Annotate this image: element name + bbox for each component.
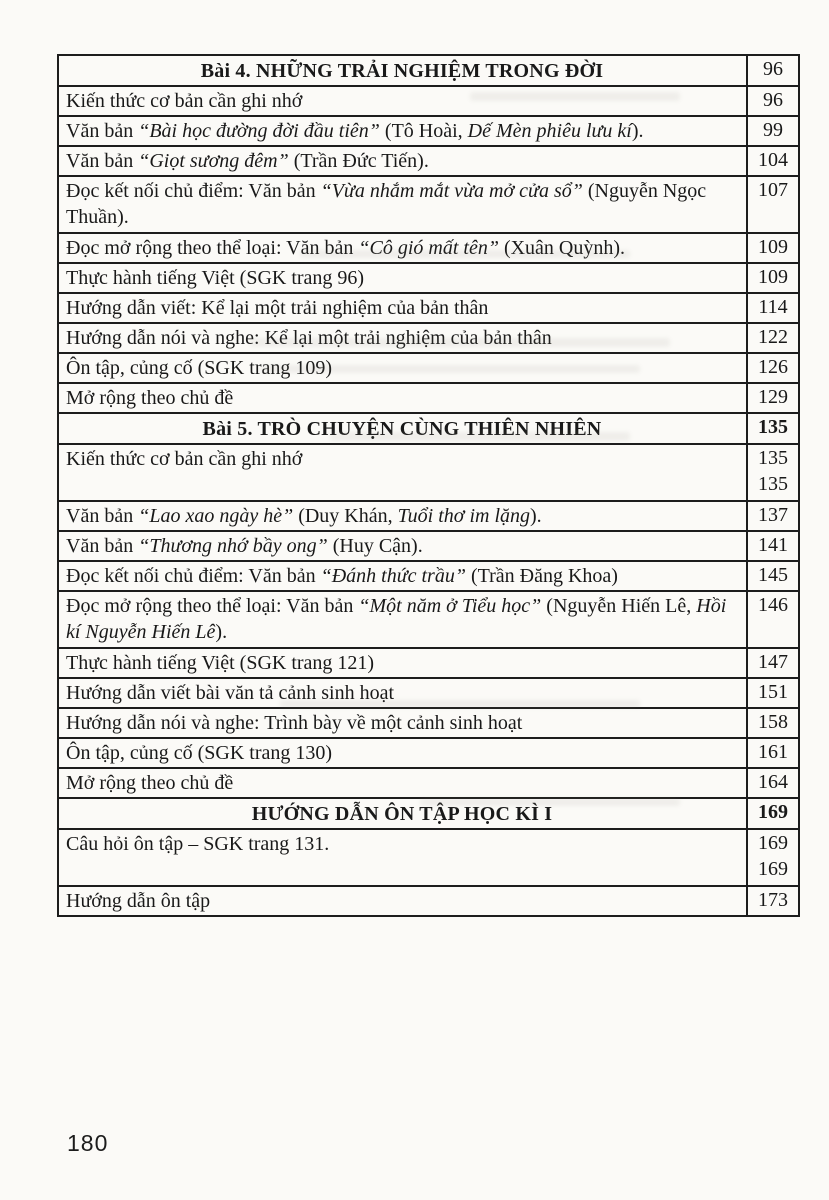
- entry-page-number: 158: [747, 708, 799, 738]
- entry-title: Kiến thức cơ bản cần ghi nhớ: [58, 444, 747, 501]
- entry-title: Đọc mở rộng theo thể loại: Văn bản “Cô gió mất tên” (Xuân Quỳnh).: [58, 233, 747, 263]
- toc-entry-row: [58, 678, 799, 708]
- entry-page-number: 141: [747, 531, 799, 561]
- entry-page-number: 137: [747, 501, 799, 531]
- toc-entry-row: [58, 293, 799, 323]
- entry-title: Hướng dẫn viết: Kể lại một trải nghiệm của bản thân: [58, 293, 747, 323]
- entry-page-number: 96: [747, 86, 799, 116]
- section-header-row: [58, 798, 799, 829]
- entry-page-number: 161: [747, 738, 799, 768]
- toc-entry-row: [58, 531, 799, 561]
- toc-entry-row: [58, 353, 799, 383]
- entry-title: Văn bản “Thương nhớ bầy ong” (Huy Cận).: [58, 531, 747, 561]
- toc-entry-row: [58, 768, 799, 798]
- entry-page-number: 147: [747, 648, 799, 678]
- toc-entry-row: [58, 146, 799, 176]
- entry-page-number: 109: [747, 263, 799, 293]
- toc-entry-row: [58, 738, 799, 768]
- entry-page-number: 164: [747, 768, 799, 798]
- section-header-row: [58, 55, 799, 86]
- entry-title: Mở rộng theo chủ đề: [58, 768, 747, 798]
- entry-page-number: 109: [747, 233, 799, 263]
- entry-page-number: 107: [747, 176, 799, 233]
- entry-title: Câu hỏi ôn tập – SGK trang 131.: [58, 829, 747, 886]
- entry-page-number: 122: [747, 323, 799, 353]
- section-title: Bài 5. TRÒ CHUYỆN CÙNG THIÊN NHIÊN: [58, 413, 747, 444]
- section-title: Bài 4. NHỮNG TRẢI NGHIỆM TRONG ĐỜI: [58, 55, 747, 86]
- entry-page-number: 96: [747, 55, 799, 86]
- toc-entry-row: [58, 263, 799, 293]
- toc-entry-row: [58, 86, 799, 116]
- entry-title: Mở rộng theo chủ đề: [58, 383, 747, 413]
- section-title: HƯỚNG DẪN ÔN TẬP HỌC KÌ I: [58, 798, 747, 829]
- entry-title: Thực hành tiếng Việt (SGK trang 121): [58, 648, 747, 678]
- entry-title: Hướng dẫn nói và nghe: Trình bày về một cảnh sinh hoạt: [58, 708, 747, 738]
- entry-title: Thực hành tiếng Việt (SGK trang 96): [58, 263, 747, 293]
- toc-entry-row: [58, 501, 799, 531]
- toc-table: [57, 54, 800, 917]
- entry-title: Văn bản “Bài học đường đời đầu tiên” (Tô Hoài, Dế Mèn phiêu lưu kí).: [58, 116, 747, 146]
- toc-entry-row: [58, 708, 799, 738]
- toc-entry-row: [58, 323, 799, 353]
- toc-entry-row: [58, 829, 799, 886]
- entry-title: Đọc kết nối chủ điểm: Văn bản “Đánh thức trầu” (Trần Đăng Khoa): [58, 561, 747, 591]
- entry-title: Hướng dẫn viết bài văn tả cảnh sinh hoạt: [58, 678, 747, 708]
- toc-entry-row: [58, 383, 799, 413]
- entry-page-number: 104: [747, 146, 799, 176]
- footer-page-number: 180: [67, 1130, 109, 1156]
- toc-entry-row: [58, 444, 799, 501]
- entry-page-number: 151: [747, 678, 799, 708]
- entry-page-number: 135 135: [747, 444, 799, 501]
- toc-entry-row: [58, 591, 799, 648]
- entry-title: Hướng dẫn nói và nghe: Kể lại một trải nghiệm của bản thân: [58, 323, 747, 353]
- entry-title: Ôn tập, củng cố (SGK trang 109): [58, 353, 747, 383]
- entry-title: Hướng dẫn ôn tập: [58, 886, 747, 916]
- entry-page-number: 146: [747, 591, 799, 648]
- section-header-row: [58, 413, 799, 444]
- entry-page-number: 135: [747, 413, 799, 444]
- toc-entry-row: [58, 176, 799, 233]
- entry-title: Văn bản “Lao xao ngày hè” (Duy Khán, Tuổi thơ im lặng).: [58, 501, 747, 531]
- toc-entry-row: [58, 561, 799, 591]
- toc-entry-row: [58, 116, 799, 146]
- toc-entry-row: [58, 648, 799, 678]
- entry-page-number: 173: [747, 886, 799, 916]
- entry-title: Văn bản “Giọt sương đêm” (Trần Đức Tiến).: [58, 146, 747, 176]
- toc-entry-row: [58, 233, 799, 263]
- entry-page-number: 126: [747, 353, 799, 383]
- entry-page-number: 169: [747, 798, 799, 829]
- entry-page-number: 145: [747, 561, 799, 591]
- entry-page-number: 129: [747, 383, 799, 413]
- entry-title: Ôn tập, củng cố (SGK trang 130): [58, 738, 747, 768]
- entry-page-number: 169 169: [747, 829, 799, 886]
- entry-page-number: 114: [747, 293, 799, 323]
- toc-entry-row: [58, 886, 799, 916]
- toc-table-body: [58, 55, 799, 916]
- entry-title: Đọc kết nối chủ điểm: Văn bản “Vừa nhắm mắt vừa mở cửa sổ” (Nguyễn Ngọc Thuần).: [58, 176, 747, 233]
- entry-page-number: 99: [747, 116, 799, 146]
- entry-title: Kiến thức cơ bản cần ghi nhớ: [58, 86, 747, 116]
- entry-title: Đọc mở rộng theo thể loại: Văn bản “Một năm ở Tiểu học” (Nguyễn Hiến Lê, Hồi kí Nguyễn Hiến Lê).: [58, 591, 747, 648]
